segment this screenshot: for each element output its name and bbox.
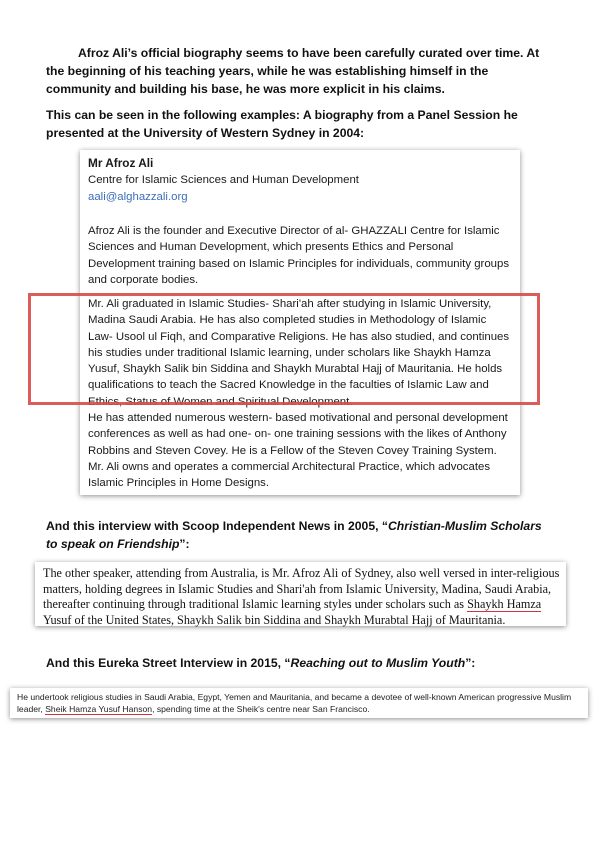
highlight-box <box>28 293 540 405</box>
bio-org: Centre for Islamic Sciences and Human Development <box>88 174 359 186</box>
eureka-excerpt-before: He undertook religious studies in Saudi Arabia, Egypt, Yemen and Mauritania, and became a devotee of well-known American progressive Muslim leader, <box>17 692 572 714</box>
eureka-excerpt-card <box>10 688 588 718</box>
bio-email-link[interactable]: aali@alghazzali.org <box>88 191 188 203</box>
bio-paragraph-3: He has attended numerous western- based motivational and personal development conferences as well as had one- on- one training sessions with the likes of Anthony Robbins and Steven Covey. He is a Fellow of the Steven Covey Training System. Mr. Ali owns and operates a commercial Architectural Practice, which advocates Islamic Principles in Home Designs. <box>88 412 508 490</box>
eureka-excerpt-after: , spending time at the Sheik's centre near San Francisco. <box>152 703 370 714</box>
eureka-caption-suffix: ”: <box>465 656 476 670</box>
eureka-caption <box>46 654 556 672</box>
intro-paragraph: Afroz Ali’s official biography seems to have been carefully curated over time. At the beginning of his teaching years, while he was establishing himself in the community and building his base, he was more explicit in his claims. <box>46 46 540 96</box>
eureka-excerpt-text <box>17 692 585 715</box>
bio-paragraph-1: Afroz Ali is the founder and Executive Director of al- GHAZZALI Centre for Islamic Sciences and Human Development, which presents Ethics and Personal Development training based on Islamic Principles for individuals, community groups and corporate bodies. <box>88 225 510 286</box>
scoop-caption-title: Christian-Muslim Scholars to speak on Friendship <box>46 519 542 551</box>
eureka-caption-prefix: And this Eureka Street Interview in 2015, “ <box>46 656 291 670</box>
scoop-excerpt-card <box>35 562 566 626</box>
scoop-excerpt-after: Yusuf of the United States, Shaykh Salik bin Siddina and Shaykh Murabtal Hajj of Mauritania. <box>43 612 506 627</box>
scoop-excerpt-before: The other speaker, attending from Australia, is Mr. Afroz Ali of Sydney, also well versed in inter-religious matters, holding degrees in Islamic Studies and Shari'ah from Islamic University, Madina, Saudi Arabia, thereafter continuing through traditional Islamic learning styles under scholars such as <box>43 566 560 611</box>
scoop-underlined-name: Shaykh Hamza <box>467 597 542 611</box>
bio-paragraph-2: Mr. Ali graduated in Islamic Studies- Shari'ah after studying in Islamic University, Madina Saudi Arabia. He has also completed studies in Methodology of Islamic Law- Usool ul Fiqh, and Comparative Religions. He has also studied, and continues his studies under traditional Islamic learning, under scholars like Shaykh Hamza Yusuf, Shaykh Salik bin Siddina and Shaykh Murabtal Hajj of Mauritania. He holds qualifications to teach the Sacred Knowledge in the faculties of Islamic Law and Ethics, Status of Women and Spiritual Development. <box>88 298 510 408</box>
scoop-excerpt-text <box>43 566 561 628</box>
bio-name: Mr Afroz Ali <box>88 156 154 170</box>
example-lead-paragraph: This can be seen in the following examples: A biography from a Panel Session he presented at the University of Western Sydney in 2004: <box>46 108 518 140</box>
scoop-caption-prefix: And this interview with Scoop Independent News in 2005, “ <box>46 519 388 533</box>
scoop-caption <box>46 517 556 553</box>
scoop-caption-suffix: ”: <box>179 537 190 551</box>
eureka-underlined-name: Sheik Hamza Yusuf Hanson <box>45 703 153 714</box>
eureka-caption-title: Reaching out to Muslim Youth <box>290 656 466 670</box>
